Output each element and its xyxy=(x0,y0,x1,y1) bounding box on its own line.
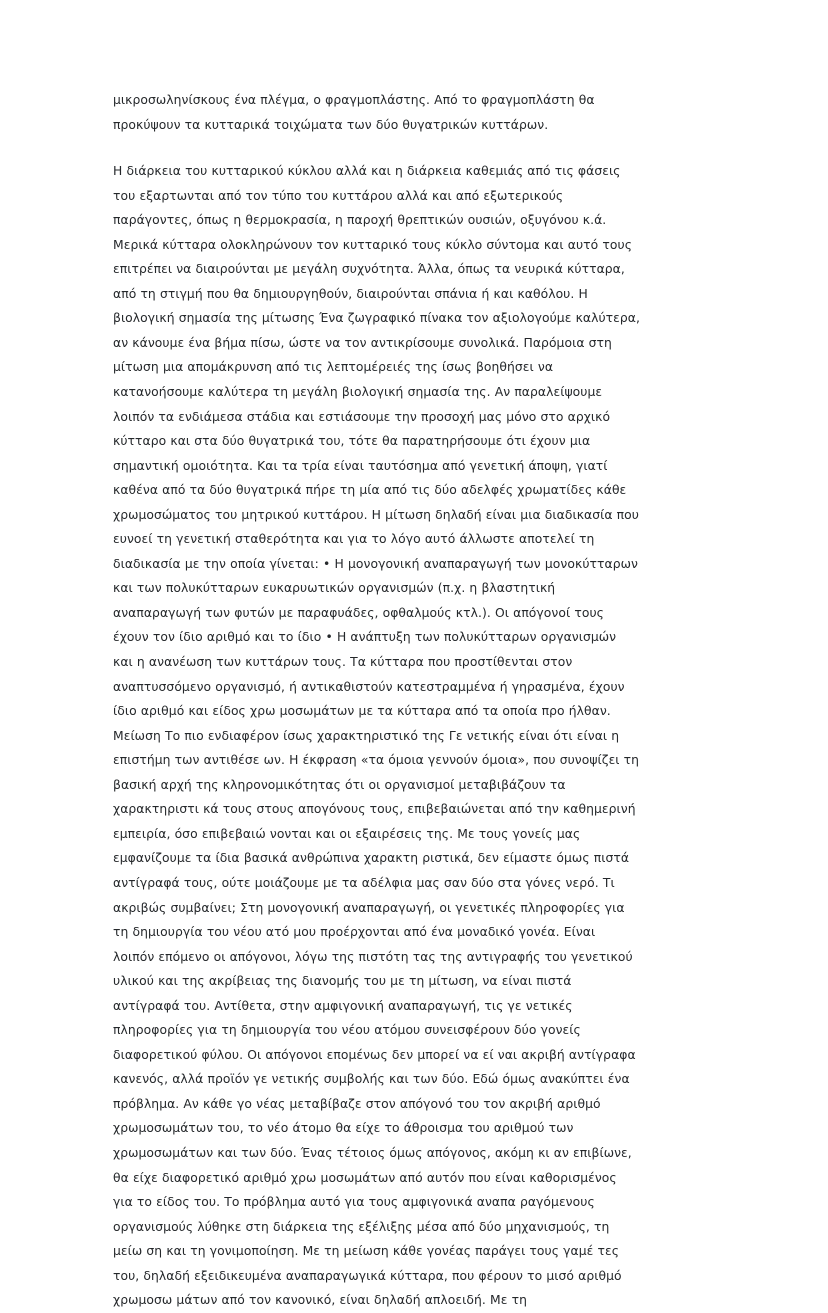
paragraph-2: Η διάρκεια του κυτταρικού κύκλου αλλά και η διάρκεια καθεμιάς από τις φάσεις του εξαρτωνται από τον τύπο του κυττάρου αλλά και από εξωτερικούς παράγοντες, όπως η θερμοκρασία, η παροχή θρεπτικών ουσιών, οξυγόνου κ.ά. Μερικά κύτταρα ολοκληρώνουν τον κυτταρικό τους κύκλο σύντομα και αυτό τους επιτρέπει να διαιρούνται με μεγάλη συχνότητα. Άλλα, όπως τα νευρικά κύτταρα, από τη στιγμή που θα δημιουργηθούν, διαιρούνται σπάνια ή και καθόλου. Η βιολογική σημασία της μίτωσης Ένα ζωγραφικό πίνακα τον αξιολογούμε καλύτερα, αν κάνουμε ένα βήμα πίσω, ώστε να τον αντικρίσουμε συνολικά. Παρόμοια στη μίτωση μια απομάκρυνση από τις λεπτομέρειές της ίσως βοηθήσει να κατανοήσουμε καλύτερα τη μεγάλη βιολογική σημασία της. Αν παραλείψουμε λοιπόν τα ενδιάμεσα στάδια και εστιάσουμε την προσοχή μας μόνο στο αρχικό κύτταρο και στα δύο θυγατρικά του, τότε θα παρατηρήσουμε ότι έχουν μια σημαντική ομοιότητα. Και τα τρία είναι ταυτόσημα από γενετική άποψη, γιατί καθένα από τα δύο θυγατρικά πήρε τη μία από τις δύο αδελφές χρωματίδες κάθε χρωμοσώματος του μητρικού κυττάρου. Η μίτωση δηλαδή είναι μια διαδικασία που ευνοεί τη γενετική σταθερότητα και για το λόγο αυτό άλλωστε αποτελεί τη διαδικασία με την οποία γίνεται: • Η μονογονική αναπαραγωγή των μονοκύτταρων και των πολυκύτταρων ευκαρυωτικών οργανισμών (π.χ. η βλαστητική αναπαραγωγή των φυτών με παραφυάδες, οφθαλμούς κτλ.). Οι απόγονοί τους έχουν τον ίδιο αριθμό και το ίδιο • Η ανάπτυξη των πολυκύτταρων οργανισμών και η ανανέωση των κυττάρων τους. Τα κύτταρα που προστίθενται στον αναπτυσσόμενο οργανισμό, ή αντικαθιστούν κατεστραμμένα ή γηρασμένα, έχουν ίδιο αριθμό και είδος χρω μοσωμάτων με τα κύτταρα από τα οποία προ ήλθαν. Μείωση Το πιο ενδιαφέρον ίσως χαρακτηριστικό της Γε νετικής είναι ότι είναι η επιστήμη των αντιθέσε ων. Η έκφραση «τα όμοια γεννούν όμοια», που συνοψίζει τη βασική αρχή της κληρονομικότητας ότι οι οργανισμοί μεταβιβάζουν τα χαρακτηριστι κά τους στους απογόνους τους, επιβεβαιώνεται από την καθημερινή εμπειρία, όσο επιβεβαιώ νονται και οι εξαιρέσεις της. Με τους γονείς μας εμφανίζουμε τα ίδια βασικά ανθρώπινα χαρακτη ριστικά, δεν είμαστε όμως πιστά αντίγραφά τους, ούτε μοιάζουμε με τα αδέλφια μας σαν δύο στα γόνες νερό. Τι ακριβώς συμβαίνει; Στη μονογονική αναπαραγωγή, οι γενετικές πληροφορίες για τη δημιουργία του νέου ατό μου προέρχονται από ένα μοναδικό γονέα. Είναι λοιπόν επόμενο οι απόγονοι, λόγω της πιστότη τας της αντιγραφής του γενετικού υλικού και της ακρίβειας της διανομής του με τη μίτωση, να είναι πιστά αντίγραφά του. Αντίθετα, στην αμφιγονική αναπαραγωγή, τις γε νετικές πληροφορίες για τη δημιουργία του νέου ατόμου συνεισφέρουν δύο γονείς διαφορετικού φύλου. Οι απόγονοι επομένως δεν μπορεί να εί ναι ακριβή αντίγραφα κανενός, αλλά προϊόν γε νετικής συμβολής και των δύο. Εδώ όμως ανακύπτει ένα πρόβλημα. Αν κάθε γο νέας μεταβίβαζε στον απόγονό του τον ακριβή αριθμό χρωμοσωμάτων του, το νέο άτομο θα είχε το άθροισμα του αριθμού των χρωμοσωμάτων και των δύο. Ένας τέτοιος όμως απόγονος, ακόμη κι αν επιβίωνε, θα είχε διαφορετικό αριθμό χρω μοσωμάτων από αυτόν που είναι καθορισμένος για το είδος του. Το πρόβλημα αυτό για τους αμφιγονικά αναπα ραγόμενους οργανισμούς λύθηκε στη διάρκεια της εξέλιξης μέσα από δύο μηχανισμούς, τη μείω ση και τη γονιμοποίηση. Με τη μείωση κάθε γονέας παράγει τους γαμέ τες του, δηλαδή εξειδικευμένα αναπαραγωγικά κύτταρα, που φέρουν το μισό αριθμό χρωμοσω μάτων από τον κανονικό, είναι δηλαδή απλοειδή. Με τη xyxy=(113,164,645,1308)
document-text-column xyxy=(113,88,645,1313)
paragraph-1: μικροσωληνίσκους ένα πλέγμα, ο φραγμοπλάστης. Από το φραγμοπλάστη θα προκύψουν τα κυτταρικά τοιχώματα των δύο θυγατρικών κυττάρων. xyxy=(113,93,599,132)
